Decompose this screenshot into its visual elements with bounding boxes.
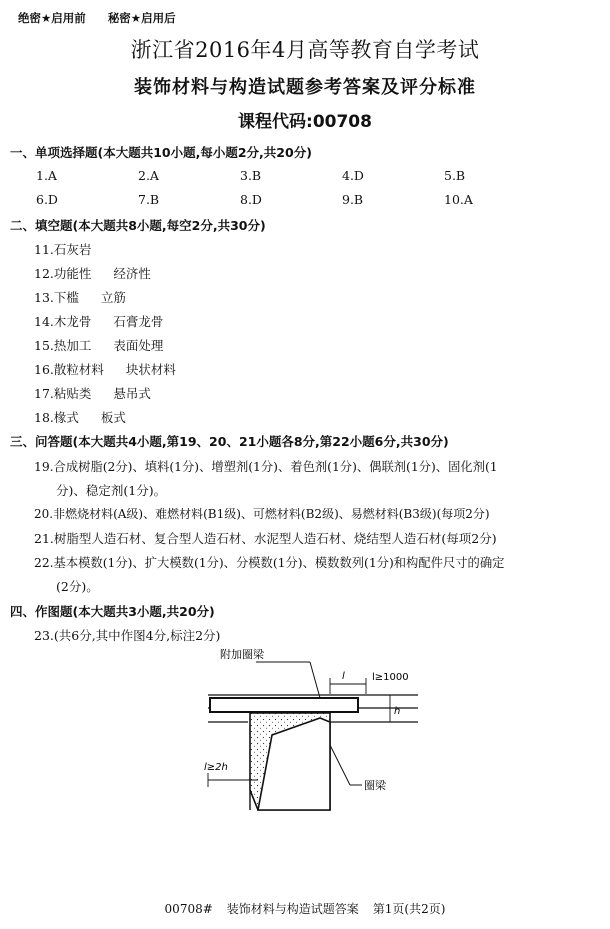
answer-22-line1: 22.基本模数(1分)、扩大模数(1分)、分模数(1分)、模数数列(1分)和构配件尺寸的确定 (34, 556, 505, 570)
additional-ring-beam (210, 698, 358, 712)
label-l-min-1000: l≥1000 (372, 672, 409, 683)
footer-page: 第1页(共2页) (372, 902, 446, 916)
fill-item-11: 11.石灰岩 (34, 242, 92, 257)
ring-beam-body (250, 713, 330, 810)
page-footer (0, 900, 610, 917)
fill-item-18: 18.椽式 板式 (34, 410, 126, 425)
confidentiality-note (18, 10, 176, 26)
answer-6: 6.D (36, 192, 58, 207)
note-after-use: 秘密★启用后 (107, 11, 176, 25)
footer-code: 00708# (164, 902, 213, 916)
label-ring-beam: 圈梁 (364, 779, 386, 792)
label-l: l (342, 671, 345, 682)
ring-beam-diagram (190, 640, 430, 870)
label-additional-ring-beam: 附加圈梁 (220, 648, 264, 661)
answer-9: 9.B (342, 192, 364, 207)
fill-item-12: 12.功能性 经济性 (34, 266, 151, 281)
section1-heading: 一、单项选择题(本大题共10小题,每小题2分,共20分) (10, 145, 312, 160)
section2-heading: 二、填空题(本大题共8小题,每空2分,共30分) (10, 218, 266, 233)
document-subtitle: 装饰材料与构造试题参考答案及评分标准 (134, 77, 476, 98)
course-code: 课程代码:00708 (238, 112, 372, 132)
answer-10: 10.A (444, 192, 473, 207)
answer-22-line2: (2分)。 (56, 579, 99, 594)
note-before-use: 绝密★启用前 (18, 11, 86, 25)
label-l-min-2h: l≥2h (204, 762, 228, 773)
answer-19-line2: 分)、稳定剂(1分)。 (56, 483, 167, 498)
fill-item-17: 17.粘贴类 悬吊式 (34, 386, 151, 401)
fill-item-13: 13.下槛 立筋 (34, 290, 126, 305)
answer-20: 20.非燃烧材料(A级)、难燃材料(B1级)、可燃材料(B2级)、易燃材料(B3级)(每项2分) (34, 507, 490, 521)
answer-7: 7.B (138, 192, 160, 207)
footer-name: 装饰材料与构造试题答案 (226, 902, 359, 916)
answer-2: 2.A (138, 168, 159, 183)
answer-5: 5.B (444, 168, 466, 183)
label-h: h (394, 706, 401, 717)
answer-4: 4.D (342, 168, 364, 183)
section3-heading: 三、问答题(本大题共4小题,第19、20、21小题各8分,第22小题6分,共30分) (10, 434, 449, 449)
answer-19-line1: 19.合成树脂(2分)、填料(1分)、增塑剂(1分)、着色剂(1分)、偶联剂(1分)、固化剂(1 (34, 460, 498, 474)
answer-3: 3.B (240, 168, 262, 183)
answer-8: 8.D (240, 192, 262, 207)
answer-23: 23.(共6分,其中作图4分,标注2分) (34, 628, 221, 643)
answer-21: 21.树脂型人造石材、复合型人造石材、水泥型人造石材、烧结型人造石材(每项2分) (34, 531, 497, 546)
fill-item-15: 15.热加工 表面处理 (34, 338, 164, 353)
answer-1: 1.A (36, 168, 57, 183)
fill-item-14: 14.木龙骨 石膏龙骨 (34, 314, 164, 329)
section4-heading: 四、作图题(本大题共3小题,共20分) (10, 604, 215, 619)
fill-item-16: 16.散粒材料 块状材料 (34, 362, 176, 377)
exam-title: 浙江省2016年4月高等教育自学考试 (130, 38, 480, 62)
